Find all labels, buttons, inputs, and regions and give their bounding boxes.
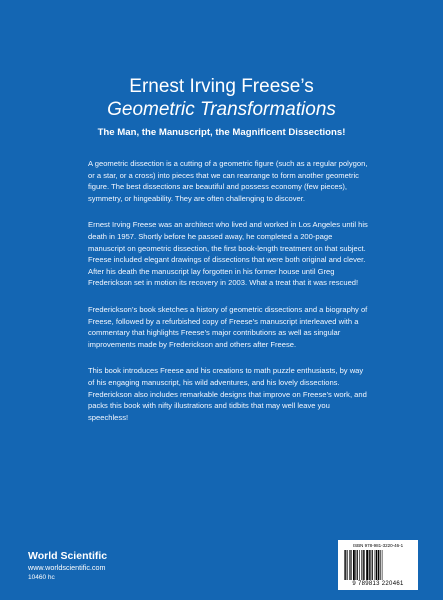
barcode-bar xyxy=(378,550,380,580)
barcode-bar xyxy=(370,550,371,580)
isbn-barcode xyxy=(338,540,418,590)
subtitle: The Man, the Manuscript, the Magnificent Dissections! xyxy=(97,127,346,138)
blurb-paragraph-2: Ernest Irving Freese was an architect who lived and worked in Los Angeles until his death in 1957. Shortly before he passed away, he completed a 200-page manuscript on geometric dissection, the first book-length treatment on that subject. Freese included elegant drawings of dissections that were both original and clever. After his death the manuscript lay forgotten in his former house until Greg Frederickson set in motion its recovery in 2003. What a treat that it was rescued! xyxy=(88,220,368,288)
barcode-bar xyxy=(347,550,348,580)
barcode-bar xyxy=(363,550,364,580)
title-author: Ernest Irving Freese’s xyxy=(129,76,314,97)
barcode-bar xyxy=(355,550,356,580)
barcode-bar xyxy=(349,550,350,580)
barcode-bar xyxy=(361,550,362,580)
barcode-bar xyxy=(364,550,365,580)
barcode-bar xyxy=(366,550,368,580)
barcode-bar xyxy=(359,550,360,580)
barcode-bar xyxy=(375,550,376,580)
barcode-bars xyxy=(344,550,412,580)
barcode-bar xyxy=(344,550,345,580)
barcode-bar xyxy=(369,550,370,580)
publisher-block xyxy=(28,550,107,582)
title-block xyxy=(0,76,443,139)
barcode-bar xyxy=(376,550,377,580)
barcode-digits: 9 789813 220461 xyxy=(352,581,404,587)
barcode-bar xyxy=(357,550,358,580)
publisher-url: www.worldscientific.com xyxy=(28,563,106,572)
isbn-text: ISBN 978-981-3220-46-1 xyxy=(352,543,404,548)
barcode-bar xyxy=(345,550,346,580)
barcode-bar xyxy=(380,550,381,580)
barcode-bar xyxy=(382,550,383,580)
blurb-paragraph-1: A geometric dissection is a cutting of a geometric figure (such as a regular polygon, or a star, or a cross) into pieces that we can rearrange to form another geometric figure. The best dissections are beautiful and possess economy (few pieces), symmetry, or hingeability. They are often challenging to discover. xyxy=(88,159,368,203)
blurb xyxy=(88,158,368,438)
barcode-bar xyxy=(351,550,352,580)
publisher-name: World Scientific xyxy=(28,550,108,562)
blurb-paragraph-3: Frederickson’s book sketches a history of geometric dissections and a biography of Freese, followed by a refurbished copy of Freese’s manuscript interleaved with a commentary that highlights Freese’s major contributions as well as singular improvements made by Frederickson and others after Freese. xyxy=(88,304,368,349)
title-book: Geometric Transformations xyxy=(107,99,336,120)
barcode-bar xyxy=(353,550,355,580)
barcode-bar xyxy=(372,550,373,580)
publisher-code: 10460 hc xyxy=(28,573,55,581)
blurb-paragraph-4: This book introduces Freese and his creations to math puzzle enthusiasts, by way of his engaging manuscript, his wild adventures, and his lovely dissections. Frederickson also includes remarkable designs that improve on Freese’s work, and packs this book with nifty illustrations and tidbits that may well leave you speechless! xyxy=(88,366,367,422)
